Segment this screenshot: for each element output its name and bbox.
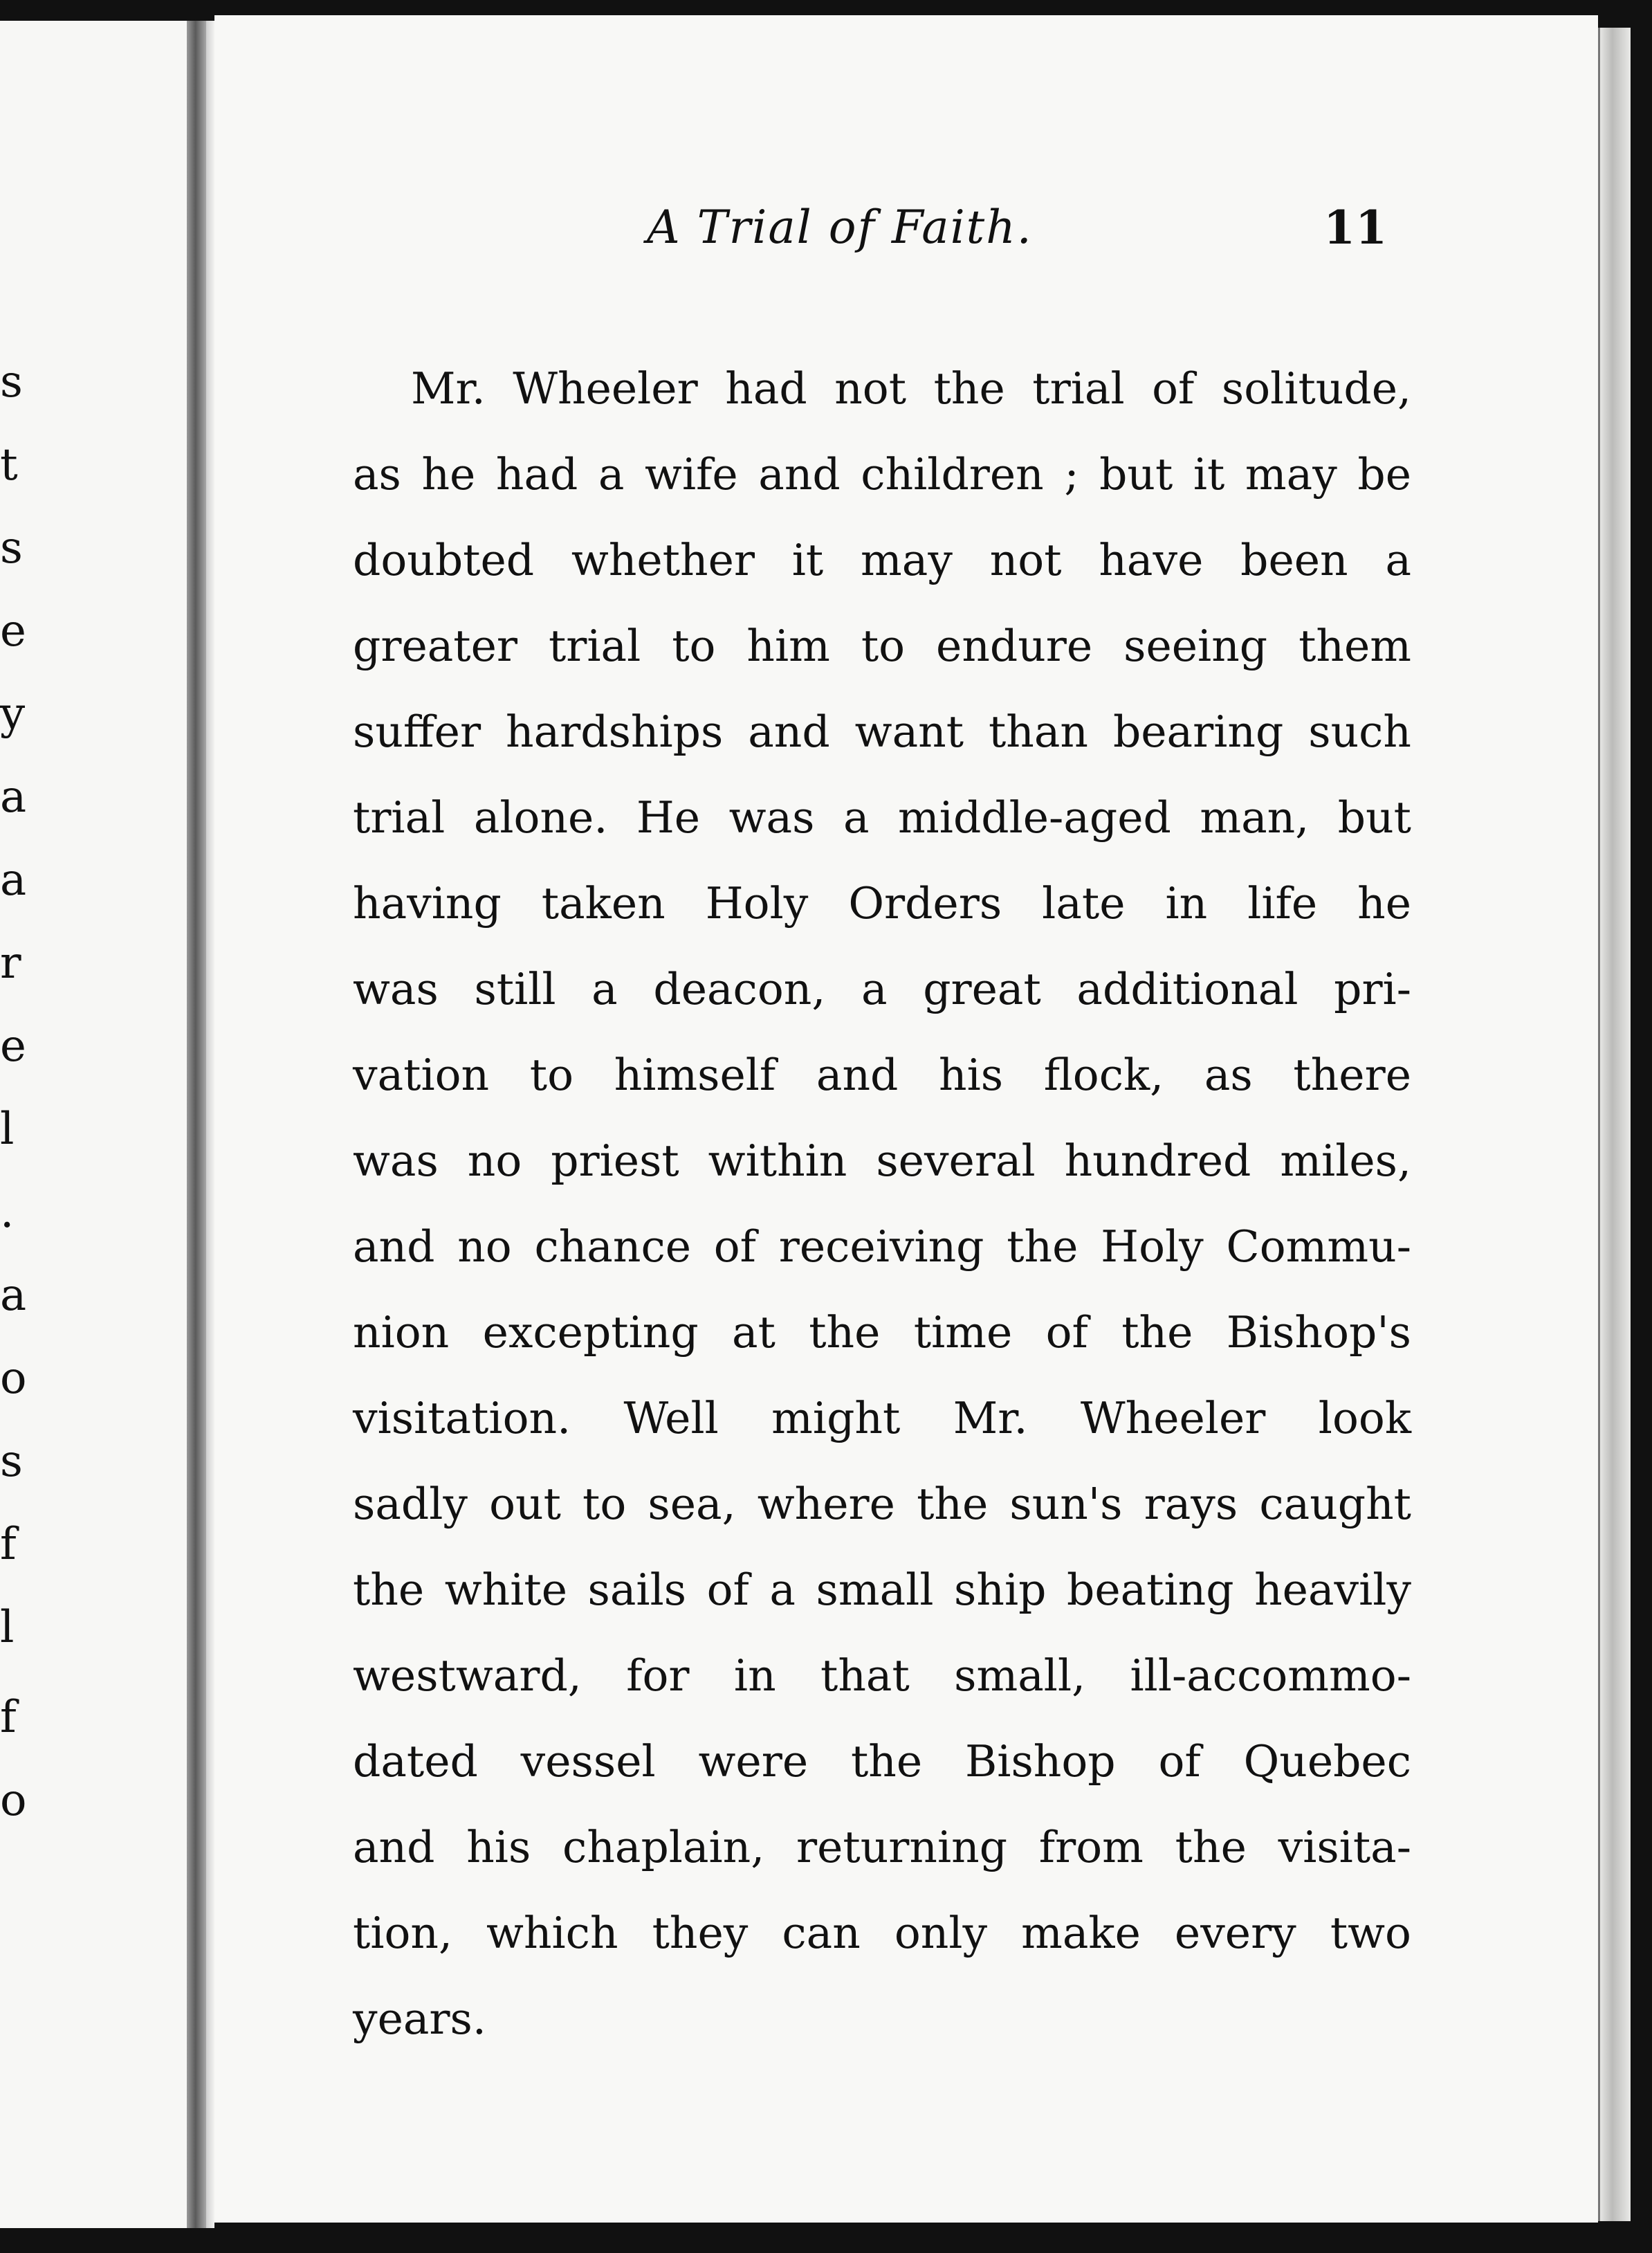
running-header [647, 201, 1415, 270]
running-title: A Trial of Faith. [647, 201, 1033, 254]
page-number: 11 [1323, 201, 1387, 255]
fragment-char: a [0, 1270, 27, 1321]
text-line: tion, which they can only make every two [353, 1908, 1411, 1958]
text-line: visitation. Well might Mr. Wheeler look [353, 1393, 1411, 1443]
scan-bottom-edge [214, 2223, 1628, 2253]
text-line: westward, for in that small, ill-accommo- [353, 1650, 1411, 1701]
text-line: was no priest within several hundred miles, [353, 1135, 1411, 1186]
page-edge [1598, 28, 1631, 2221]
fragment-char: o [0, 1775, 27, 1826]
text-line: nion excepting at the time of the Bishop's [353, 1307, 1411, 1358]
text-line: vation to himself and his flock, as there [353, 1050, 1411, 1100]
fragment-char: r [0, 938, 21, 989]
text-line: suffer hardships and want than bearing such [353, 706, 1411, 757]
text-line: trial alone. He was a middle-aged man, but [353, 792, 1411, 843]
fragment-char: s [0, 356, 23, 408]
text-line: was still a deacon, a great additional pri- [353, 964, 1411, 1014]
gutter-shadow [206, 21, 214, 2228]
facing-page [0, 21, 188, 2228]
fragment-char: e [0, 1021, 26, 1072]
text-line: and his chaplain, returning from the visita- [353, 1822, 1411, 1872]
text-line: the white sails of a small ship beating heavily [353, 1565, 1411, 1615]
fragment-char: f [0, 1519, 17, 1570]
fragment-char: f [0, 1692, 17, 1743]
text-line: having taken Holy Orders late in life he [353, 878, 1411, 929]
fragment-char: o [0, 1353, 27, 1404]
fragment-char: t [0, 439, 18, 491]
text-line: greater trial to him to endure seeing them [353, 621, 1411, 671]
book-gutter [187, 21, 206, 2228]
text-line: years. [353, 1994, 486, 2044]
fragment-char: a [0, 772, 27, 823]
fragment-char: e [0, 605, 26, 657]
body-text [353, 346, 1411, 2062]
fragment-char: y [0, 688, 26, 740]
text-line: dated vessel were the Bishop of Quebec [353, 1736, 1411, 1787]
facing-page-text-fragments [0, 21, 28, 2228]
text-line: Mr. Wheeler had not the trial of solitude, [411, 363, 1411, 414]
text-line: as he had a wife and children ; but it may be [353, 449, 1411, 500]
fragment-char: a [0, 855, 27, 906]
fragment-char: s [0, 1436, 23, 1487]
fragment-char: l [0, 1104, 15, 1155]
text-line: sadly out to sea, where the sun's rays caught [353, 1479, 1411, 1529]
text-line: and no chance of receiving the Holy Commu- [353, 1221, 1411, 1272]
fragment-char: s [0, 522, 23, 574]
text-line: doubted whether it may not have been a [353, 535, 1411, 585]
fragment-char: . [0, 1187, 15, 1238]
fragment-char: l [0, 1602, 15, 1653]
